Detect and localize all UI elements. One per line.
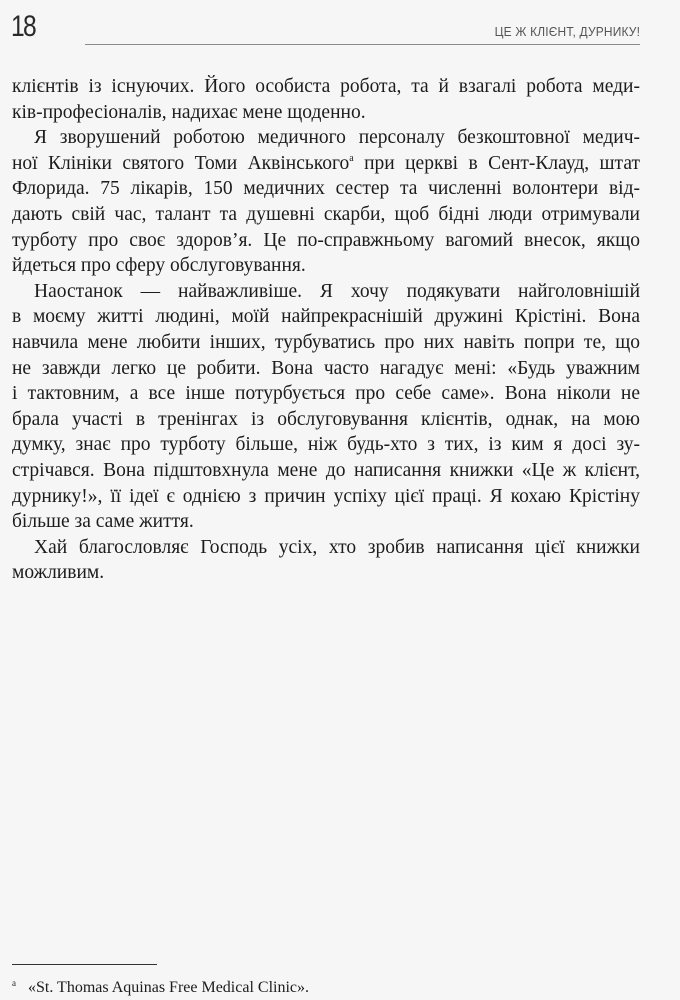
text-line: і тактовним, а все інше потурбується про себе саме». Вона ніколи не (12, 383, 640, 405)
text-line: Я зворушений роботою медичного персоналу безкоштовної медич- (34, 127, 640, 149)
text-line: Хай благословляє Господь усіх, хто зробив написання цієї книжки (34, 536, 640, 558)
footnote-text: «St. Thomas Aquinas Free Medical Clinic». (28, 979, 310, 996)
body-text (12, 74, 640, 586)
text-line-with-footnote (12, 151, 640, 177)
text-line: не завжди легко це робити. Вона часто нагадує мені: «Будь уважним (12, 357, 640, 379)
text-line: в моєму житті людині, моїй найпрекраснішій дружині Крістіні. Вона (12, 306, 640, 328)
text-line: більше за саме життя. (12, 511, 194, 533)
text-line: йдеться про сферу обслуговування. (12, 255, 306, 277)
footnote (12, 973, 309, 998)
text-line: брала участі в тренінгах із обслуговування клієнтів, однак, на мою (12, 408, 640, 430)
text-line: можливим. (12, 562, 105, 584)
footnote-reference[interactable]: a (349, 152, 354, 164)
page-number: 18 (11, 10, 36, 43)
text-line: навчила мене любити інших, турбуватись про них навіть попри те, що (12, 331, 640, 353)
text-line: турботу про своє здоров’я. Це по-справжньому вагомий внесок, якщо (12, 229, 640, 251)
text-line: стрічався. Вона підштовхнула мене до написання книжки «Це ж клієнт, (12, 459, 640, 481)
footnote-symbol: a (12, 978, 16, 988)
text-line: дурнику!», її ідеї є однією з причин успіху цієї праці. Я кохаю Крістіну (12, 485, 640, 507)
text-fragment: при церкві в Сент-Клауд, штат (353, 152, 640, 174)
text-line: клієнтів із існуючих. Його особиста робота, та й взагалі робота меди- (12, 76, 640, 97)
text-line: Флорида. 75 лікарів, 150 медичних сестер та численні волонтери від- (12, 178, 640, 200)
text-line: думку, знає про турботу більше, ніж будь-хто з тих, із ким я досі зу- (12, 434, 640, 456)
paragraph (12, 535, 640, 586)
text-line: Наостанок — найважливіше. Я хочу подякувати найголовнішій (34, 280, 640, 302)
text-fragment: ної Клініки святого Томи Аквінського (12, 152, 350, 174)
text-line: дають свій час, талант та душевні скарби, щоб бідні люди отримували (12, 203, 640, 225)
header-rule (85, 44, 640, 45)
paragraph (12, 279, 640, 535)
paragraph (12, 125, 640, 279)
text-line: ків-професіоналів, надихає мене щоденно. (12, 101, 366, 123)
running-title: ЦЕ Ж КЛІЄНТ, ДУРНИКУ! (494, 24, 640, 39)
paragraph (12, 74, 640, 125)
footnote-rule (12, 964, 157, 965)
